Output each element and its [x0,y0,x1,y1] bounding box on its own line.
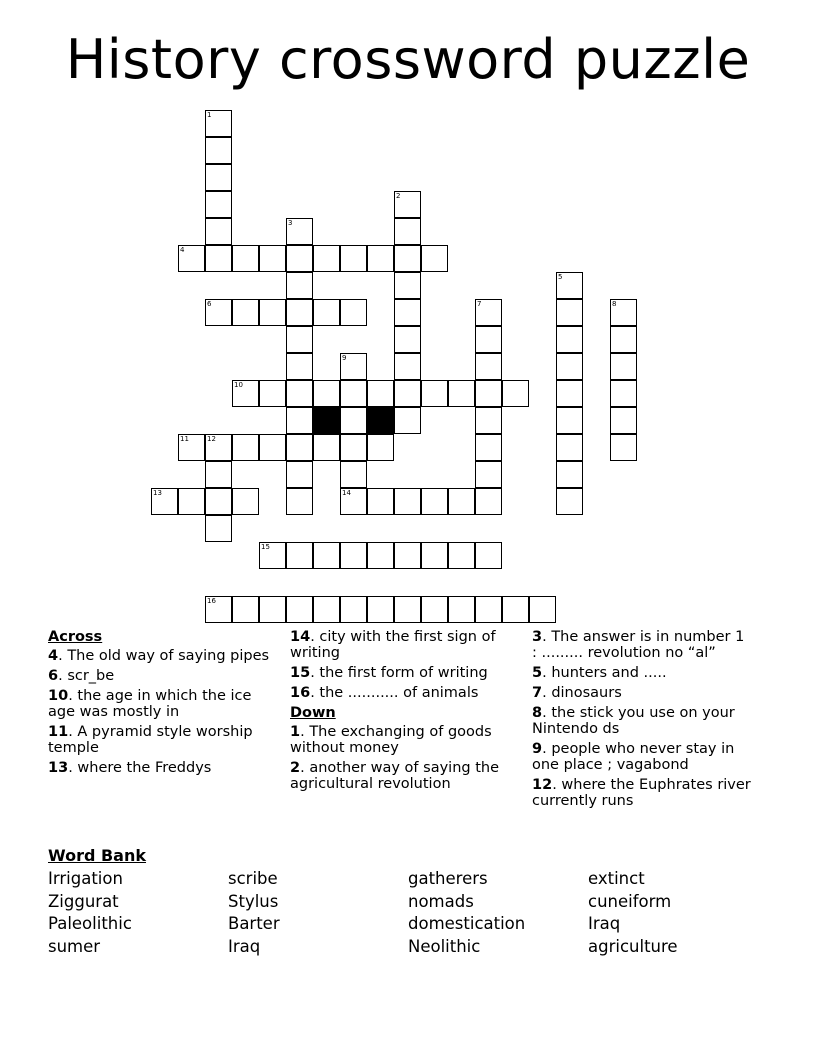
clue-text: another way of saying the agricultural revolution [290,760,499,792]
clue-number: 9 [532,741,543,757]
grid-cell[interactable] [259,245,286,272]
clue-down-9: 9. people who never stay in one place ; vagabond [532,741,735,773]
grid-cell[interactable] [286,596,313,623]
grid-cell[interactable] [205,137,232,164]
clue-down-1: 1. The exchanging of goods without money [290,724,492,756]
cell-number: 13 [153,489,162,497]
grid-cell[interactable] [286,407,313,434]
grid-cell[interactable] [475,299,502,326]
cell-number: 7 [477,300,482,308]
cell-number: 8 [612,300,617,308]
word-bank-word: Irrigation [48,869,123,888]
page-title: History crossword puzzle [65,28,751,91]
clue-down-12: 12. where the Euphrates river currently runs [532,777,751,809]
grid-cell[interactable] [394,191,421,218]
cell-number: 5 [558,273,563,281]
grid-cell[interactable] [313,542,340,569]
grid-cell[interactable] [475,461,502,488]
grid-cell[interactable] [394,407,421,434]
grid-cell[interactable] [529,596,556,623]
clue-across-6: 6. scr_be [48,668,115,684]
grid-cell[interactable] [610,326,637,353]
grid-cell[interactable] [367,542,394,569]
grid-cell[interactable] [394,542,421,569]
grid-cell[interactable] [205,488,232,515]
grid-cell[interactable] [556,299,583,326]
clue-down-8: 8. the stick you use on your Nintendo ds [532,705,735,737]
clue-text: people who never stay in one place ; vagabond [532,741,735,773]
grid-cell[interactable] [475,488,502,515]
clue-text: The exchanging of goods without money [290,724,492,756]
grid-cell[interactable] [205,245,232,272]
cell-number: 1 [207,111,212,119]
grid-cell[interactable] [205,164,232,191]
grid-cell[interactable] [610,434,637,461]
clue-number: 8 [532,705,543,721]
clue-across-16: 16. the ........... of animals [290,685,479,701]
grid-cell[interactable] [367,434,394,461]
cell-number: 14 [342,489,351,497]
grid-cell[interactable] [205,299,232,326]
word-bank-column [408,868,525,958]
clues-column-3 [532,629,752,813]
grid-cell[interactable] [475,326,502,353]
grid-cell[interactable] [178,434,205,461]
grid-cell[interactable] [421,542,448,569]
grid-cell[interactable] [448,488,475,515]
grid-cell[interactable] [205,515,232,542]
grid-cell[interactable] [610,299,637,326]
grid-cell[interactable] [556,488,583,515]
grid-cell[interactable] [394,272,421,299]
grid-cell[interactable] [475,434,502,461]
grid-cell[interactable] [556,434,583,461]
clue-text: city with the first sign of writing [290,629,496,661]
word-bank-column [588,868,678,958]
grid-cell[interactable] [502,380,529,407]
clue-down-7: 7. dinosaurs [532,685,622,701]
grid-cell[interactable] [259,299,286,326]
grid-cell[interactable] [475,542,502,569]
grid-cell[interactable] [286,542,313,569]
grid-cell[interactable] [556,407,583,434]
clue-text: the stick you use on your Nintendo ds [532,705,735,737]
clue-text: where the Freddys [77,760,212,776]
grid-cell[interactable] [556,272,583,299]
clue-text: A pyramid style worship temple [48,724,253,756]
cell-number: 9 [342,354,347,362]
grid-cell[interactable] [475,407,502,434]
clue-number: 5 [532,665,543,681]
grid-cell[interactable] [421,488,448,515]
grid-cell[interactable] [556,326,583,353]
grid-cell[interactable] [610,380,637,407]
clue-text: where the Euphrates river currently runs [532,777,751,809]
across-heading: Across [48,629,103,645]
clues-column-1 [48,629,276,780]
grid-cell[interactable] [340,434,367,461]
black-square [367,407,394,434]
clue-text: The old way of saying pipes [67,648,270,664]
grid-cell[interactable] [340,245,367,272]
grid-cell[interactable] [556,353,583,380]
grid-cell[interactable] [313,245,340,272]
clue-across-13: 13. where the Freddys [48,760,212,776]
grid-cell[interactable] [151,488,178,515]
word-bank-word: gatherers [408,869,488,888]
grid-cell[interactable] [394,299,421,326]
grid-cell[interactable] [475,596,502,623]
clue-across-4: 4. The old way of saying pipes [48,648,270,664]
grid-cell[interactable] [340,596,367,623]
clue-number: 11 [48,724,69,740]
grid-cell[interactable] [178,488,205,515]
word-bank-word: Iraq [588,914,621,933]
grid-cell[interactable] [340,542,367,569]
clue-number: 16 [290,685,311,701]
word-bank-word: domestication [408,914,526,933]
word-bank-word: Paleolithic [48,914,132,933]
clue-text: the first form of writing [319,665,488,681]
clue-number: 7 [532,685,543,701]
grid-cell[interactable] [394,218,421,245]
clue-down-5: 5. hunters and ..... [532,665,667,681]
grid-cell[interactable] [394,353,421,380]
cell-number: 2 [396,192,401,200]
grid-cell[interactable] [313,434,340,461]
word-bank-heading: Word Bank [48,846,147,865]
grid-cell[interactable] [205,461,232,488]
grid-cell[interactable] [340,380,367,407]
word-bank-word: scribe [228,869,278,888]
grid-cell[interactable] [232,488,259,515]
grid-cell[interactable] [286,488,313,515]
grid-cell[interactable] [232,596,259,623]
cell-number: 12 [207,435,216,443]
grid-cell[interactable] [286,245,313,272]
clue-number: 12 [532,777,553,793]
grid-cell[interactable] [259,596,286,623]
grid-cell[interactable] [448,596,475,623]
cell-number: 4 [180,246,185,254]
word-bank-column [48,868,132,958]
word-bank-word: Barter [228,914,280,933]
word-bank-word: agriculture [588,936,678,956]
black-square [313,407,340,434]
clue-number: 14 [290,629,311,645]
grid-cell[interactable] [421,380,448,407]
clues-column-2 [290,629,510,796]
grid-cell[interactable] [421,245,448,272]
word-bank-word: Iraq [228,936,261,956]
clue-number: 3 [532,629,543,645]
grid-cell[interactable] [394,488,421,515]
grid-cell[interactable] [475,353,502,380]
cell-number: 11 [180,435,189,443]
grid-cell[interactable] [286,353,313,380]
grid-cell[interactable] [556,461,583,488]
grid-cell[interactable] [340,299,367,326]
word-bank-word: Neolithic [408,936,481,956]
grid-cell[interactable] [232,299,259,326]
down-heading: Down [290,705,336,721]
cell-number: 16 [207,597,216,605]
grid-cell[interactable] [367,596,394,623]
cell-number: 3 [288,219,293,227]
grid-cell[interactable] [178,245,205,272]
grid-cell[interactable] [394,596,421,623]
clue-text: dinosaurs [551,685,622,701]
clue-text: the age in which the ice age was mostly in [48,688,252,720]
word-bank-word: sumer [48,936,101,956]
grid-cell[interactable] [340,488,367,515]
clue-number: 13 [48,760,69,776]
grid-cell[interactable] [340,407,367,434]
grid-cell[interactable] [286,380,313,407]
clue-text: the ........... of animals [319,685,479,701]
grid-cell[interactable] [205,191,232,218]
grid-cell[interactable] [367,245,394,272]
grid-cell[interactable] [394,380,421,407]
clue-across-14: 14. city with the first sign of writing [290,629,496,661]
clue-number: 6 [48,668,59,684]
grid-cell[interactable] [232,380,259,407]
word-bank-column [228,868,280,958]
clue-down-3: 3. The answer is in number 1 : ......... revolution no “al” [532,629,745,661]
grid-cell[interactable] [448,380,475,407]
grid-cell[interactable] [367,380,394,407]
cell-number: 15 [261,543,270,551]
cell-number: 10 [234,381,243,389]
grid-cell[interactable] [259,434,286,461]
grid-cell[interactable] [205,110,232,137]
clue-number: 4 [48,648,59,664]
grid-cell[interactable] [313,596,340,623]
word-bank-word: extinct [588,869,645,888]
grid-cell[interactable] [421,596,448,623]
grid-cell[interactable] [475,380,502,407]
clue-text: The answer is in number 1 : ......... revolution no “al” [532,629,745,661]
grid-cell[interactable] [286,326,313,353]
clue-across-11: 11. A pyramid style worship temple [48,724,253,756]
grid-cell[interactable] [205,218,232,245]
grid-cell[interactable] [610,353,637,380]
clue-across-15: 15. the first form of writing [290,665,488,681]
grid-cell[interactable] [286,434,313,461]
grid-cell[interactable] [313,299,340,326]
clue-across-10: 10. the age in which the ice age was mostly in [48,688,252,720]
grid-cell[interactable] [448,542,475,569]
clue-number: 10 [48,688,69,704]
grid-cell[interactable] [259,380,286,407]
clue-number: 15 [290,665,311,681]
grid-cell[interactable] [286,299,313,326]
word-bank-word: Stylus [228,891,279,911]
grid-cell[interactable] [556,380,583,407]
grid-cell[interactable] [313,380,340,407]
grid-cell[interactable] [610,407,637,434]
grid-cell[interactable] [232,434,259,461]
grid-cell[interactable] [340,353,367,380]
cell-number: 6 [207,300,212,308]
grid-cell[interactable] [367,488,394,515]
clue-text: scr_be [67,668,115,684]
grid-cell[interactable] [502,596,529,623]
word-bank-word: nomads [408,891,474,911]
grid-cell[interactable] [259,542,286,569]
clue-number: 1 [290,724,301,740]
word-bank-word: cuneiform [588,891,672,911]
word-bank-word: Ziggurat [48,891,119,911]
grid-cell[interactable] [286,461,313,488]
grid-cell[interactable] [340,461,367,488]
grid-cell[interactable] [232,245,259,272]
clue-down-2: 2. another way of saying the agricultural revolution [290,760,499,792]
grid-cell[interactable] [205,596,232,623]
grid-cell[interactable] [394,326,421,353]
grid-cell[interactable] [286,218,313,245]
grid-cell[interactable] [394,245,421,272]
clue-number: 2 [290,760,301,776]
clue-text: hunters and ..... [551,665,667,681]
grid-cell[interactable] [286,272,313,299]
grid-cell[interactable] [205,434,232,461]
